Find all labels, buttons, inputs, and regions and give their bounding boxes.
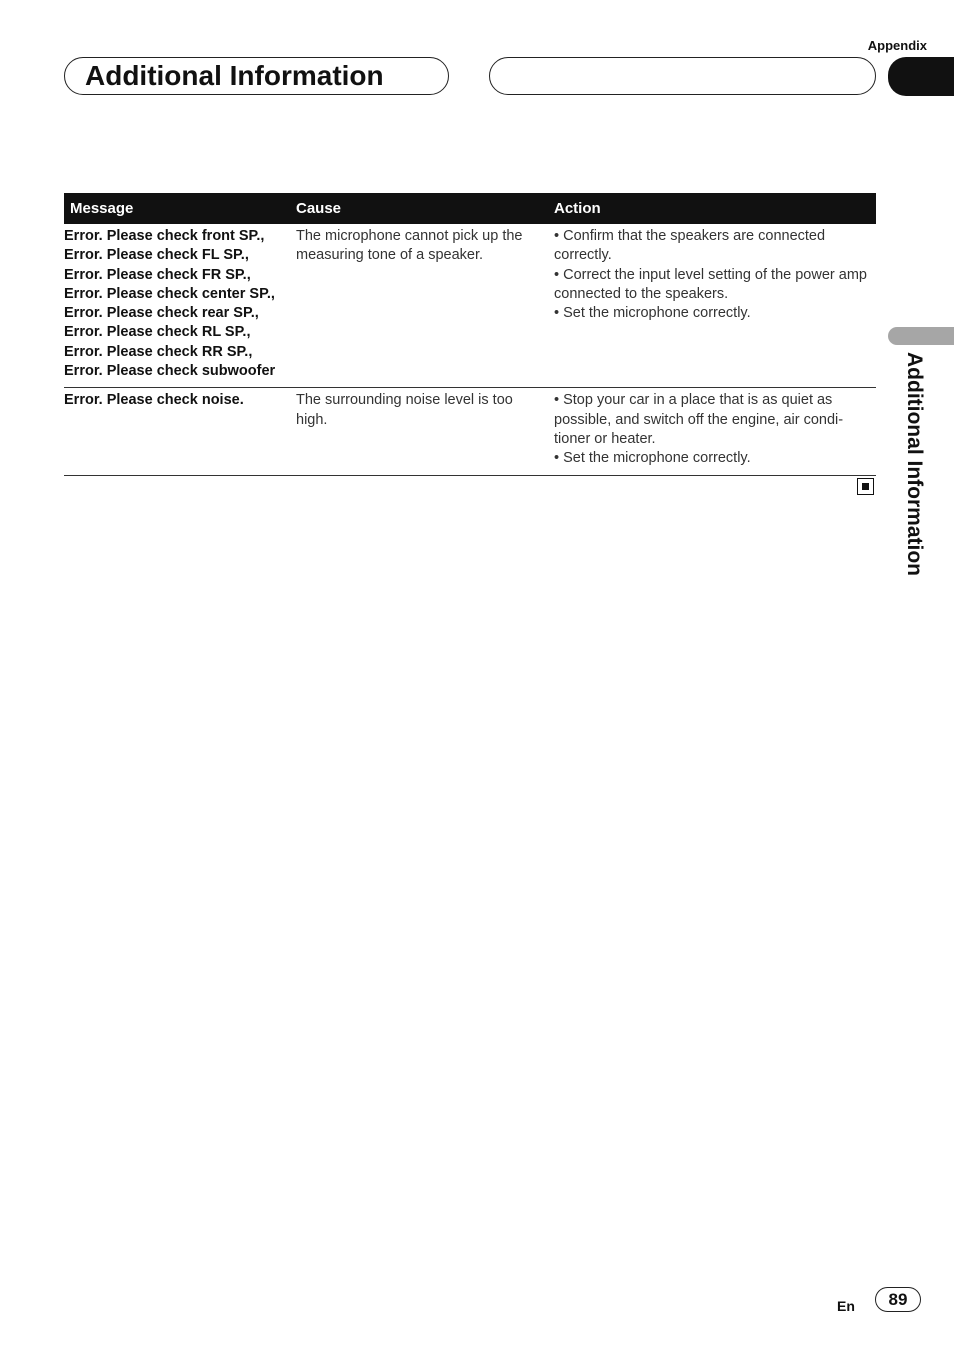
cause-cell: The surrounding noise level is too high.	[290, 388, 548, 475]
message-cell	[64, 224, 290, 388]
column-header-action: Action	[548, 193, 876, 224]
section-title-box	[64, 57, 449, 95]
page-number: 89	[875, 1287, 921, 1312]
column-header-message: Message	[64, 193, 290, 224]
action-line: • Correct the input level setting of the power amp connected to the speakers.	[554, 266, 867, 302]
message-line: Error. Please check FR SP.,	[64, 266, 251, 283]
cause-cell: The microphone cannot pick up the measuring tone of a speaker.	[290, 224, 548, 388]
language-label: En	[837, 1298, 855, 1314]
message-line: Error. Please check center SP.,	[64, 285, 275, 302]
message-line: Error. Please check RR SP.,	[64, 343, 253, 360]
message-line: Error. Please check RL SP.,	[64, 324, 251, 341]
table-row	[64, 224, 876, 388]
column-header-cause: Cause	[290, 193, 548, 224]
message-line: Error. Please check subwoofer	[64, 363, 276, 380]
side-tab-label: Additional Information	[903, 352, 926, 576]
section-title: Additional Information	[85, 60, 384, 91]
section-end-icon	[857, 478, 874, 495]
table-row	[64, 388, 876, 475]
message-line: Error. Please check FL SP.,	[64, 247, 249, 264]
action-line: • Set the microphone correctly.	[554, 450, 751, 467]
table-header-row	[64, 193, 876, 224]
message-line: Error. Please check front SP.,	[64, 228, 265, 244]
side-tab-marker	[888, 327, 954, 345]
action-line: • Set the microphone correctly.	[554, 305, 751, 322]
action-line: • Confirm that the speakers are connected correctly.	[554, 228, 826, 264]
appendix-label: Appendix	[867, 38, 927, 53]
message-cell	[64, 388, 290, 475]
subtitle-box	[489, 57, 876, 95]
action-cell	[548, 388, 876, 475]
message-line: Error. Please check rear SP.,	[64, 305, 259, 322]
action-line: • Stop your car in a place that is as quiet as possible, and switch off the engine, air condi-tioner or heater.	[554, 392, 844, 447]
section-tab-marker	[888, 57, 954, 96]
action-cell	[548, 224, 876, 388]
error-message-table	[64, 193, 876, 476]
message-line: Error. Please check noise.	[64, 392, 244, 409]
